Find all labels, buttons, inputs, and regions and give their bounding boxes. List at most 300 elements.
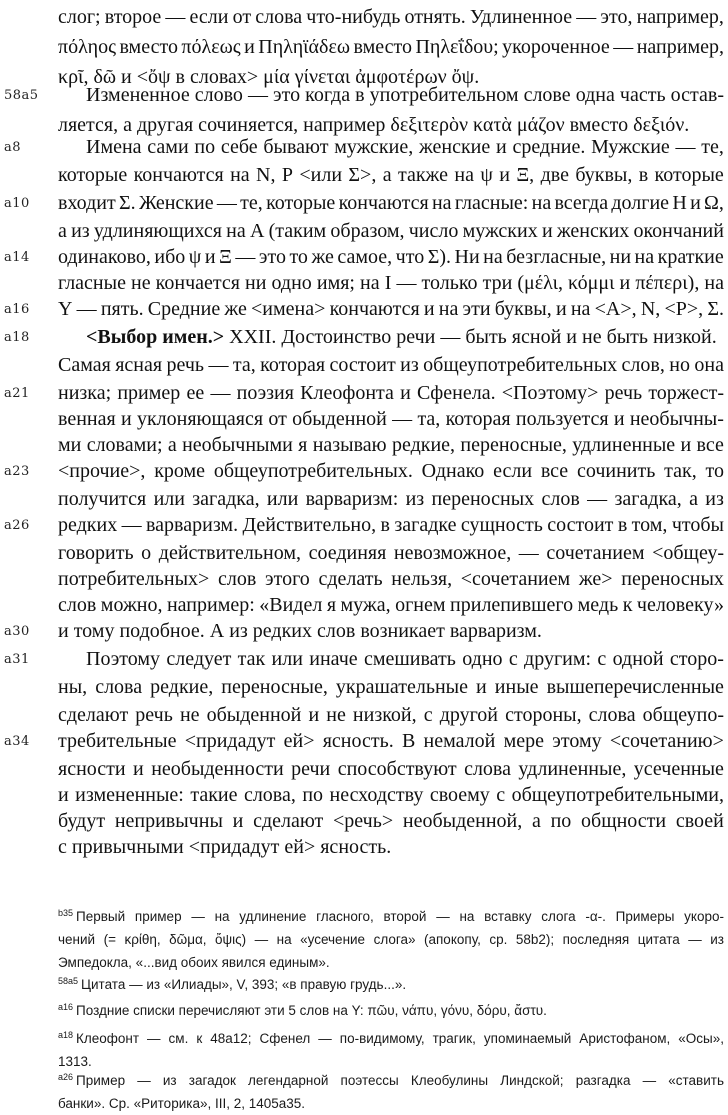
word: всегда [554, 192, 609, 214]
word: общеупотребительных. [213, 460, 413, 482]
word: Πηλεΐδου; [415, 36, 499, 58]
word: — [235, 246, 256, 268]
word: сущность [460, 514, 543, 536]
margin-reference: a8 [4, 140, 22, 155]
word: редкие, [150, 676, 214, 698]
footnote [58, 970, 724, 996]
word: с [597, 648, 607, 670]
word: иначе [309, 648, 358, 670]
word: A [249, 220, 265, 242]
footnote-mark: 58a5 [58, 976, 79, 986]
word: по [550, 810, 572, 832]
word: кончаются [133, 164, 224, 186]
word: если [189, 6, 229, 28]
word: необычными [182, 434, 293, 456]
word: речь [166, 354, 205, 376]
word: и [555, 298, 567, 320]
word: Υ [58, 298, 73, 320]
word: например, [636, 6, 724, 28]
word: общеупотребительными, [511, 784, 724, 806]
footnote-mark: a16 [58, 1002, 74, 1012]
word: <Поэтому> [501, 382, 599, 404]
word: обыденной [292, 408, 387, 430]
word: которая [260, 354, 326, 376]
word: N, [640, 298, 661, 320]
word: долгие [611, 192, 670, 214]
word: — [208, 354, 229, 376]
word: этому [552, 730, 602, 752]
word: те, [240, 192, 263, 214]
word: Самая [58, 354, 111, 376]
footnote [58, 902, 724, 974]
word: непривычны [114, 810, 223, 832]
word: Однако [421, 460, 485, 482]
word: в [380, 514, 390, 536]
word: я [298, 434, 308, 456]
word: вместо [353, 36, 412, 58]
word: <прочие>, [58, 460, 146, 482]
text-line [58, 456, 724, 486]
word: слов [218, 568, 257, 590]
word: то [289, 246, 308, 268]
word: а [382, 164, 392, 186]
word: и [496, 136, 507, 158]
word: слове [523, 84, 571, 106]
word: три [482, 272, 513, 294]
word: P [281, 164, 293, 186]
word: варваризм. [146, 514, 239, 536]
word: же [224, 298, 247, 320]
word: слова [464, 758, 511, 780]
word: сами [147, 136, 189, 158]
word: сделают [58, 704, 129, 726]
word: я [326, 594, 337, 616]
word: речи [291, 758, 331, 780]
word: это [258, 246, 286, 268]
word: Удлиненное [469, 6, 573, 28]
text-line-content: κρῖ, δῶ и <ὄψ в словах> μία γίνεται ἀμφοτέρων ὄψ. [58, 66, 480, 88]
word: одна [575, 84, 615, 106]
word: переносные, [221, 676, 328, 698]
word: редких [58, 514, 118, 536]
word: I [384, 272, 392, 294]
word: ясности [58, 758, 126, 780]
word: и [232, 810, 244, 832]
footnote-line [58, 1066, 724, 1092]
text-line [58, 616, 724, 646]
word: бывают [263, 136, 329, 158]
word: другим: [524, 648, 592, 670]
word: — [392, 408, 413, 430]
footnote [58, 1066, 724, 1115]
word: с [508, 648, 518, 670]
word: только [421, 272, 478, 294]
word: — [396, 272, 417, 294]
word: Поэтому [86, 648, 161, 670]
word: ее [186, 382, 205, 404]
word: например, [636, 36, 724, 58]
word: чтобы [671, 514, 724, 536]
word: на [483, 246, 503, 268]
text-line [58, 132, 724, 162]
word: мере [503, 730, 545, 752]
word: переносных [621, 568, 724, 590]
margin-reference: a26 [4, 518, 30, 533]
word: будут [58, 810, 106, 832]
word: ибо [154, 246, 186, 268]
word: венная [58, 408, 116, 430]
word: это [273, 84, 301, 106]
word: слов [541, 488, 580, 510]
word: немалой [423, 730, 496, 752]
word: и [541, 220, 553, 242]
word: Σ. [119, 192, 136, 214]
word: измененные: [75, 784, 184, 806]
word: одинаково, [58, 246, 151, 268]
word: остав- [670, 84, 724, 106]
footnote-line: банки». Ср. «Риторика», III, 2, 1405a35. [58, 1096, 306, 1111]
word: которые [654, 164, 724, 186]
word: которые [58, 164, 128, 186]
word: и [308, 704, 320, 726]
word: Действительно, [242, 514, 377, 536]
text-line-content: ляется, а другая сочиняется, например δεξιτερὸν κατὰ μάζον вместо δεξιόν. [58, 114, 690, 136]
word: гласные [58, 272, 126, 294]
word: в [638, 164, 649, 186]
footnote-line: Эмпедокла, «...вид обоих явился единым». [58, 955, 330, 970]
word: Сфенела. [416, 382, 496, 404]
word: обыденной [206, 704, 302, 726]
word: же> [578, 568, 613, 590]
word: вместо [119, 36, 178, 58]
word: говорить [58, 542, 134, 564]
word: одно [271, 272, 312, 294]
footnote-line [58, 996, 724, 1022]
margin-reference: a10 [4, 196, 30, 211]
word: же [311, 246, 334, 268]
word: и [120, 408, 132, 430]
text-line [58, 510, 724, 540]
text-line [58, 644, 724, 674]
word: Женские [138, 192, 214, 214]
word: которые [266, 192, 336, 214]
footnote-line: 1313. [58, 1054, 92, 1069]
word: κόμμι [568, 272, 615, 294]
word: часть [619, 84, 666, 106]
margin-reference: 58a5 [4, 88, 39, 103]
word: слово [194, 84, 243, 106]
word: на [431, 192, 452, 214]
text-line [58, 294, 724, 324]
word: те, [701, 136, 724, 158]
text-line [58, 32, 724, 62]
word: женские [418, 136, 491, 158]
word: Σ. [707, 298, 724, 320]
word: получится [58, 488, 147, 510]
word: ны, [58, 676, 88, 698]
margin-reference: a31 [4, 652, 30, 667]
word: <сочетанием [460, 568, 571, 590]
margin-reference: a18 [4, 330, 30, 345]
word: сделать [318, 568, 383, 590]
word: варваризм: [305, 488, 399, 510]
footnote-text: Поздние списки перечисляют эти 5 слов на Υ: πῶυ, νάπυ, γόνυ, δόρυ, ἄστυ. [76, 1003, 547, 1018]
word: Имена [86, 136, 142, 158]
word: — [210, 382, 231, 404]
word: слова [588, 704, 636, 726]
word: вышеперечисленные [546, 676, 724, 698]
word: переносные, [460, 434, 567, 456]
word: πέπερι), [635, 272, 700, 294]
word: — [216, 192, 237, 214]
text-line [58, 80, 724, 110]
word: слог; [58, 6, 101, 28]
word: общности [581, 810, 667, 832]
text-line [58, 672, 724, 702]
text-line [58, 2, 724, 32]
word: то [705, 460, 724, 482]
word: (μέλι, [517, 272, 563, 294]
word: <имена> [251, 298, 326, 320]
word: переносных [431, 488, 535, 510]
word: нельзя, [391, 568, 453, 590]
section-heading-line [58, 322, 724, 352]
word: — [76, 298, 97, 320]
word: — [613, 36, 634, 58]
word: слов [58, 594, 97, 616]
word: — [121, 514, 142, 536]
word: буквы, [575, 164, 633, 186]
footnote-line [58, 902, 724, 928]
word: уклоняющаяся [136, 408, 264, 430]
word: этого [265, 568, 310, 590]
word: «Видел [259, 594, 323, 616]
word: <P>, [664, 298, 704, 320]
word: безгласные, [506, 246, 607, 268]
word: если [493, 460, 533, 482]
word: гласные: [454, 192, 529, 214]
word: на [230, 164, 250, 186]
footnote-text: Пример — из загадок легендарной поэтессы Клеобулины Линдской; разгадка — «ставить [76, 1073, 724, 1088]
word: на [570, 298, 591, 320]
word: ψ [480, 164, 493, 186]
word: следует [166, 648, 232, 670]
word: удлиненные [572, 434, 676, 456]
word: <сочетанию> [609, 730, 724, 752]
word: из [71, 220, 90, 242]
word: πόλεως [181, 36, 241, 58]
word: себе [220, 136, 258, 158]
word: все [540, 460, 569, 482]
footnote-mark: a18 [58, 1030, 74, 1040]
word: Средние [147, 298, 221, 320]
word: необыденности [151, 758, 284, 780]
word: Ω, [704, 192, 724, 214]
word: также [397, 164, 448, 186]
word: которая [445, 408, 511, 430]
word: <A>, [594, 298, 637, 320]
word: огнем [395, 594, 446, 616]
word: образом, [330, 220, 405, 242]
word: и [244, 36, 255, 58]
word: загадка, [192, 488, 260, 510]
word: πόληος [58, 36, 116, 58]
word: необыденной, [402, 810, 523, 832]
word: одной [612, 648, 664, 670]
word: не [131, 272, 151, 294]
footnote-text: Клеофонт — см. к 48a12; Сфенел — по-видимому, трагик, упоминаемый Аристофаном, «Осы», [76, 1031, 724, 1046]
word: краткие [657, 246, 724, 268]
word: несходству [329, 784, 424, 806]
word: Измененное [86, 84, 190, 106]
word: — [518, 542, 539, 564]
word: мужские, [334, 136, 414, 158]
word: — [247, 84, 268, 106]
word: можно, [100, 594, 163, 616]
word: сторо- [669, 648, 724, 670]
word: например: [166, 594, 255, 616]
text-line-content: <Выбор имен.> XXII. Достоинство речи — быть ясной и не быть низкой. [86, 326, 717, 348]
word: и [204, 246, 216, 268]
word: одно [462, 648, 503, 670]
word: число [408, 220, 459, 242]
word: том, [631, 514, 668, 536]
word: две [540, 164, 569, 186]
word: Ни [454, 246, 480, 268]
word: речь [604, 382, 643, 404]
word: и [690, 192, 701, 214]
word: смешивать [363, 648, 456, 670]
word: и [400, 382, 411, 404]
word: <общеу- [652, 542, 724, 564]
word: ни [609, 246, 632, 268]
text-line [58, 726, 724, 756]
word: что [395, 246, 425, 268]
text-line [58, 350, 724, 380]
word: слова [255, 6, 303, 28]
word: называю [312, 434, 387, 456]
word: самое, [337, 246, 393, 268]
word: когда [305, 84, 351, 106]
word: женских [556, 220, 630, 242]
word: на [454, 164, 474, 186]
word: по [302, 784, 324, 806]
word: на [704, 272, 724, 294]
word: о [141, 542, 152, 564]
word: кончаются [338, 192, 429, 214]
word: общеупо- [642, 704, 724, 726]
word: ни [245, 272, 267, 294]
word: и [499, 164, 510, 186]
word: а [58, 220, 67, 242]
word: слов, [621, 354, 665, 376]
word: на [226, 220, 246, 242]
word: не [326, 704, 346, 726]
word: общеупотребительных [423, 354, 618, 376]
word: и [476, 676, 487, 698]
footnote-mark: a26 [58, 1072, 74, 1082]
word: такие [190, 784, 238, 806]
word: невозможное, [393, 542, 512, 564]
word: от [232, 6, 252, 28]
word: речь [135, 704, 173, 726]
word: и [423, 298, 435, 320]
word: Ξ, [516, 164, 535, 186]
word: удлиненные, [518, 758, 627, 780]
word: способствуют [337, 758, 457, 780]
word: действительном, [158, 542, 301, 564]
word: буквы, [494, 298, 552, 320]
word: второе [104, 6, 162, 28]
word: от [268, 408, 287, 430]
word: торжест- [648, 382, 724, 404]
footnote-text: Цитата — из «Илиады», V, 393; «в правую грудь...». [81, 977, 407, 992]
word: укороченное [502, 36, 610, 58]
word: Ξ [219, 246, 232, 268]
word: и [58, 784, 69, 806]
word: <или [299, 164, 343, 186]
word: словами; [86, 434, 163, 456]
word: слова, [243, 784, 296, 806]
word: — [675, 136, 696, 158]
word: ясность. [322, 730, 394, 752]
word: низкой, [352, 704, 417, 726]
word: эти [462, 298, 491, 320]
word: сочинить [576, 460, 656, 482]
word: поэзия [236, 382, 294, 404]
word: все [696, 434, 724, 456]
word: требительные [58, 730, 177, 752]
section-heading: <Выбор имен.> [86, 326, 225, 348]
word: в [355, 84, 365, 106]
word: ми [58, 434, 82, 456]
word: усеченные [633, 758, 724, 780]
word: необычны- [629, 408, 724, 430]
word: мужских [462, 220, 538, 242]
word: или [266, 488, 299, 510]
word: или [271, 648, 303, 670]
word: (таким [268, 220, 327, 242]
margin-reference: a21 [4, 386, 30, 401]
word: ясная [115, 354, 163, 376]
word: пять. [100, 298, 144, 320]
footnote-line [58, 970, 724, 996]
word: низка; [58, 382, 112, 404]
word: и [133, 758, 144, 780]
word: кончается [155, 272, 240, 294]
word: Πηληϊάδεω [258, 36, 351, 58]
footnote-line: чений (= κρίθη, δῶμα, ὄψις) — на «усечение слога» (апокопу, ср. 58b2); последняя цитата — из [58, 932, 724, 947]
word: а [167, 434, 177, 456]
word: из [705, 488, 724, 510]
word: на [438, 298, 459, 320]
word: на [634, 246, 655, 268]
word: отнять. [404, 6, 466, 28]
word: загадка, [614, 488, 682, 510]
word: имя; [316, 272, 355, 294]
word: Σ). [427, 246, 452, 268]
word: — [576, 6, 597, 28]
word: входит [58, 192, 116, 214]
word: с [423, 704, 433, 726]
word: и [613, 408, 625, 430]
word: Клеофонта [300, 382, 394, 404]
word: в [617, 514, 628, 536]
word: N, [256, 164, 276, 186]
word: В [401, 730, 416, 752]
word: та, [232, 354, 256, 376]
word: и [619, 272, 631, 294]
